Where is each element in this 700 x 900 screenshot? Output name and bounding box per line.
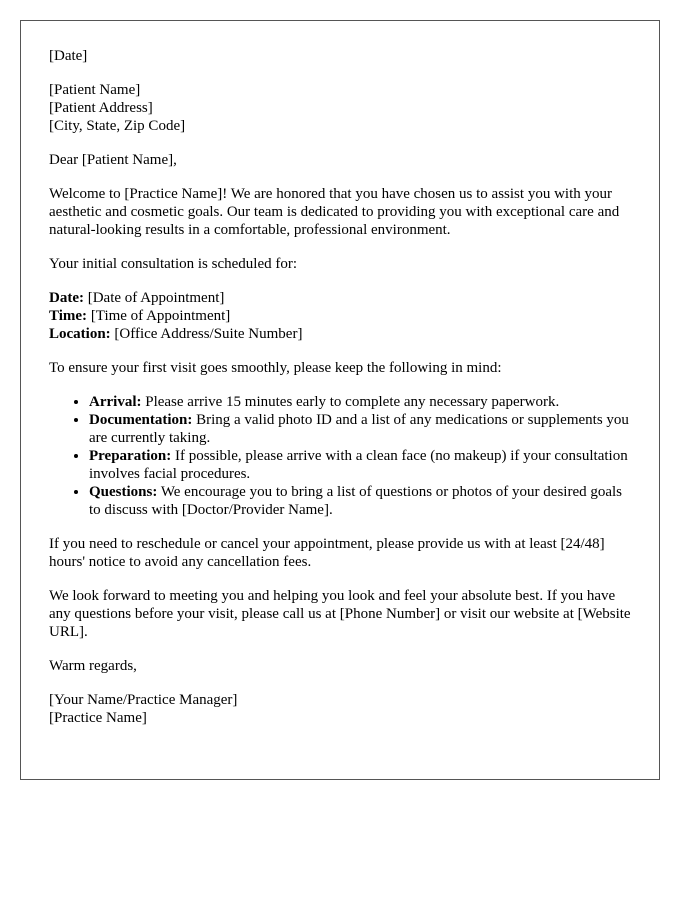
reminder-label: Questions: <box>89 484 158 500</box>
reminder-text: We encourage you to bring a list of questions or photos of your desired goals to discuss with [Doctor/Provider Name]. <box>89 484 623 518</box>
signature-name: [Your Name/Practice Manager] <box>49 692 238 708</box>
reminder-text: Bring a valid photo ID and a list of any medications or supplements you are currently taking. <box>89 412 629 446</box>
letter-page <box>20 20 660 780</box>
appointment-date-value: [Date of Appointment] <box>83 290 225 306</box>
recipient-city-state-zip: [City, State, Zip Code] <box>49 118 186 134</box>
sign-off: Warm regards, <box>49 658 137 674</box>
appointment-time-label: Time: <box>49 308 88 324</box>
reminder-item-questions <box>89 483 631 519</box>
reminders-list <box>49 393 631 519</box>
reminder-label: Arrival: <box>89 394 142 410</box>
schedule-intro: Your initial consultation is scheduled for: <box>49 256 298 272</box>
reminder-text: Please arrive 15 minutes early to complete any necessary paperwork. <box>141 394 560 410</box>
reschedule-paragraph: If you need to reschedule or cancel your appointment, please provide us with at least [24/48] hours' notice to avoid any cancellation fees. <box>49 536 605 570</box>
letter-date: [Date] <box>49 48 88 64</box>
appointment-location-label: Location: <box>49 326 111 342</box>
intro-paragraph: Welcome to [Practice Name]! We are honored that you have chosen us to assist you with your aesthetic and cosmetic goals. Our team is dedicated to providing you with exceptional care and natural-looking results in a comfortable, professional environment. <box>49 186 620 238</box>
reminder-item-arrival <box>89 393 631 411</box>
recipient-address-block <box>49 81 631 135</box>
signature-practice: [Practice Name] <box>49 710 147 726</box>
appointment-details <box>49 289 631 343</box>
reminders-intro: To ensure your first visit goes smoothly, please keep the following in mind: <box>49 360 502 376</box>
signature-block <box>49 691 631 727</box>
salutation: Dear [Patient Name], <box>49 152 177 168</box>
recipient-address: [Patient Address] <box>49 100 153 116</box>
appointment-time-line <box>49 307 631 325</box>
reminder-label: Preparation: <box>89 448 172 464</box>
reminder-label: Documentation: <box>89 412 193 428</box>
appointment-date-line <box>49 289 631 307</box>
reminder-item-preparation <box>89 447 631 483</box>
reminder-item-documentation <box>89 411 631 447</box>
appointment-location-value: [Office Address/Suite Number] <box>110 326 303 342</box>
recipient-name: [Patient Name] <box>49 82 141 98</box>
appointment-location-line <box>49 325 631 343</box>
appointment-date-label: Date: <box>49 290 84 306</box>
appointment-time-value: [Time of Appointment] <box>87 308 231 324</box>
closing-paragraph: We look forward to meeting you and helping you look and feel your absolute best. If you have any questions before your visit, please call us at [Phone Number] or visit our website at [Website URL]. <box>49 588 631 640</box>
reminder-text: If possible, please arrive with a clean face (no makeup) if your consultation involves facial procedures. <box>89 448 628 482</box>
